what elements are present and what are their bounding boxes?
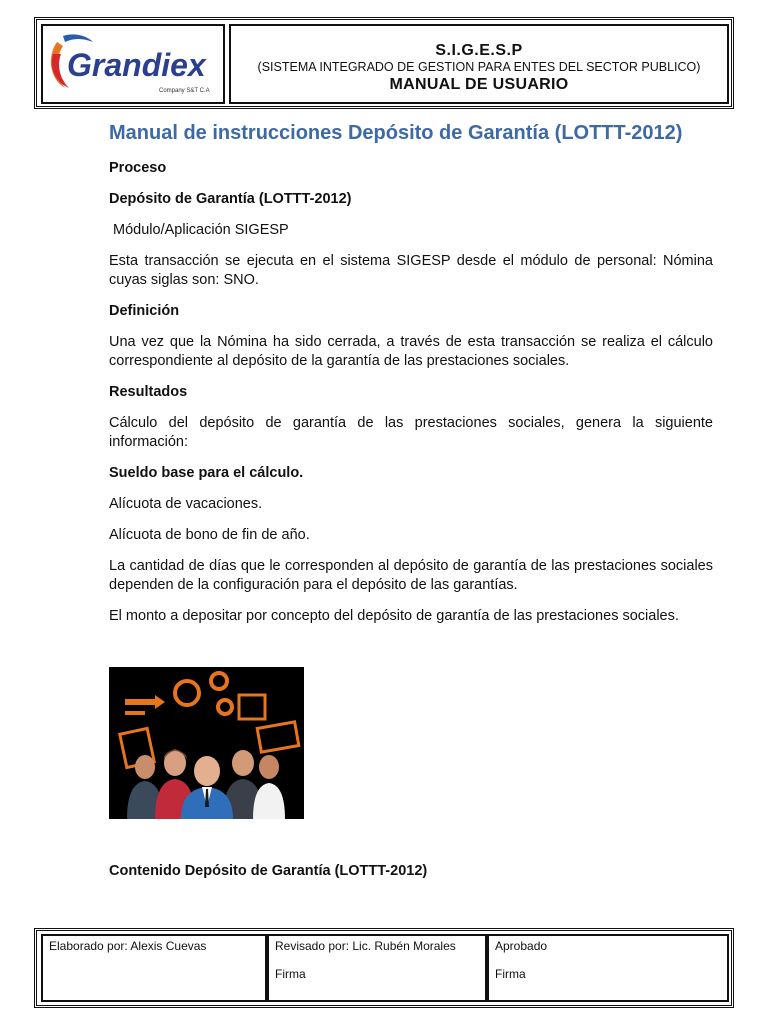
text-nomina: Una vez que la Nómina ha sido cerrada, a través de esta transacción se realiza el cálculo correspondiente al depósito de la garantía de las prestaciones sociales.	[109, 334, 713, 369]
footer-aprobado-cell	[487, 934, 729, 1002]
heading-resultados: Resultados	[109, 384, 188, 400]
text-calculo: Cálculo del depósito de garantía de las prestaciones sociales, genera la siguiente información:	[109, 415, 713, 450]
footer-revisado: Revisado por: Lic. Rubén Morales	[275, 939, 456, 953]
page-footer	[34, 928, 734, 1008]
header-title-box	[229, 24, 729, 104]
footer-revisado-firma: Firma	[275, 967, 306, 981]
heading-deposito: Depósito de Garantía (LOTTT-2012)	[109, 191, 352, 207]
heading-proceso: Proceso	[109, 160, 167, 176]
svg-text:Grandiex: Grandiex	[67, 47, 206, 83]
footer-aprobado: Aprobado	[495, 939, 548, 953]
heading-definicion: Definición	[109, 303, 180, 319]
text-dias: La cantidad de días que le corresponden al depósito de garantía de las prestaciones sociales dependen de la configuración para el depósito de las garantías.	[109, 558, 713, 593]
footer-elaborado-cell	[41, 934, 267, 1002]
text-transaccion: Esta transacción se ejecuta en el sistema SIGESP desde el módulo de personal: Nómina cuyas siglas son: SNO.	[109, 253, 713, 288]
page-header	[34, 17, 734, 109]
system-name: S.I.G.E.S.P	[435, 42, 523, 59]
footer-aprobado-firma: Firma	[495, 967, 526, 981]
item-vacaciones: Alícuota de vacaciones.	[109, 496, 263, 512]
footer-revisado-cell	[267, 934, 487, 1002]
item-sueldo: Sueldo base para el cálculo.	[109, 465, 304, 481]
text-monto: El monto a depositar por concepto del depósito de garantía de las prestaciones sociales.	[109, 608, 679, 624]
grandiex-logo	[43, 26, 223, 102]
item-bono: Alícuota de bono de fin de año.	[109, 527, 310, 543]
document-body	[109, 122, 713, 638]
text-modulo: Módulo/Aplicación SIGESP	[109, 222, 289, 238]
page-title: Manual de instrucciones Depósito de Garantía (LOTTT-2012)	[109, 122, 683, 144]
svg-text:Company S&T C.A: Company S&T C.A	[159, 88, 210, 94]
system-subtitle: (SISTEMA INTEGRADO DE GESTION PARA ENTES DEL SECTOR PUBLICO)	[257, 60, 701, 74]
section-contenido: Contenido Depósito de Garantía (LOTTT-2012)	[109, 863, 428, 879]
manual-label: MANUAL DE USUARIO	[389, 76, 569, 93]
business-people-illustration	[109, 667, 304, 819]
footer-elaborado: Elaborado por: Alexis Cuevas	[49, 939, 207, 953]
logo-box	[41, 24, 225, 104]
